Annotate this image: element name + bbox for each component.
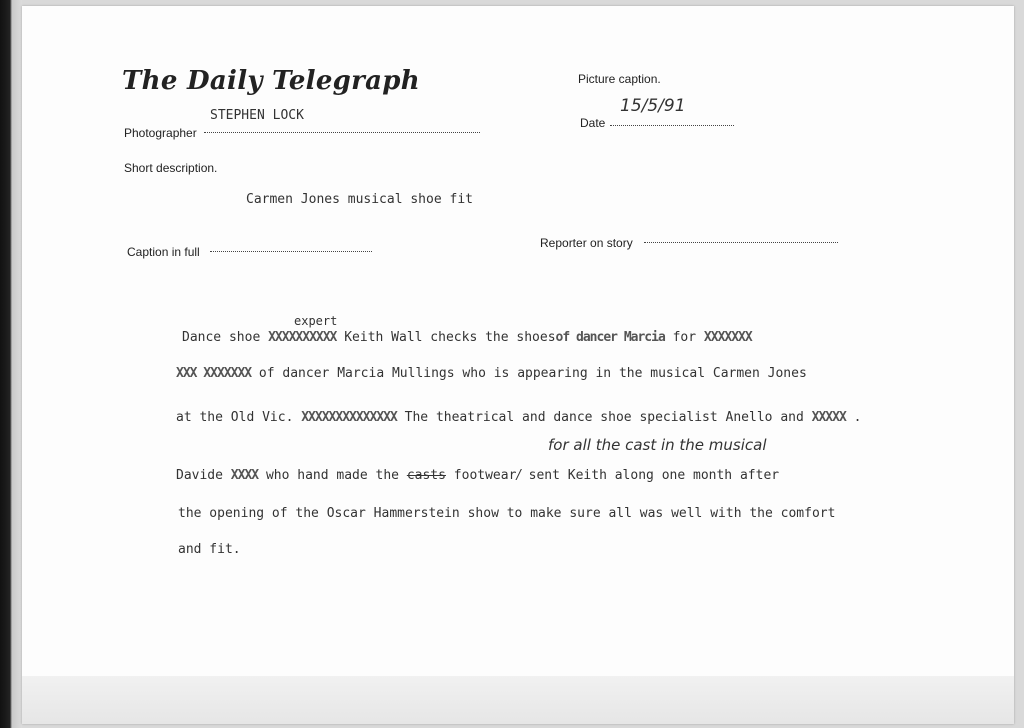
caption-text: of dancer Marcia Mullings who is appearing in the musical Carmen Jones xyxy=(258,366,807,381)
date-label: Date xyxy=(580,116,606,130)
caption-text: at the Old Vic. xyxy=(176,410,294,425)
photographer-name: STEPHEN LOCK xyxy=(210,108,304,123)
paper-bottom-strip xyxy=(22,676,1014,724)
caption-text: Davide xyxy=(176,468,223,483)
inserted-word-expert: expert xyxy=(294,314,338,328)
x-out-mark: XXX XXXXXXX xyxy=(176,366,252,381)
caption-line-3 xyxy=(176,410,861,425)
x-out-mark: of dancer Marcia xyxy=(555,330,665,345)
caption-in-full-line xyxy=(210,250,372,252)
reporter-line xyxy=(644,241,838,243)
picture-caption-label: Picture caption. xyxy=(578,72,661,86)
short-description: Carmen Jones musical shoe fit xyxy=(246,192,473,207)
struck-word: casts xyxy=(406,468,446,483)
short-description-label: Short description. xyxy=(124,161,218,175)
x-out-mark: XXXXXXX xyxy=(703,330,752,345)
caption-text: The theatrical and dance shoe specialist Anello and xyxy=(404,410,804,425)
caption-line-4 xyxy=(176,468,779,483)
caption-line-1 xyxy=(182,330,752,345)
caption-text: . xyxy=(853,410,862,425)
masthead-logo: The Daily Telegraph xyxy=(122,66,420,96)
x-out-mark: XXXX xyxy=(230,468,259,483)
caption-in-full-label: Caption in full xyxy=(127,245,200,259)
caption-text: who hand made the xyxy=(265,468,399,483)
date-value: 15/5/91 xyxy=(620,96,686,116)
x-out-mark: XXXXXXXXXX xyxy=(268,330,337,345)
scanner-edge xyxy=(0,0,22,728)
x-out-mark: XXXXX xyxy=(811,410,846,425)
caption-text: sent Keith along one month after xyxy=(528,468,780,483)
caption-line-2 xyxy=(176,366,807,381)
caption-text: for xyxy=(672,330,697,345)
caption-text: Dance shoe xyxy=(182,330,261,345)
handwritten-insert-cast: for all the cast in the musical xyxy=(548,436,767,454)
insertion-caret: / xyxy=(516,468,521,483)
date-line xyxy=(610,124,734,126)
caption-line-6: and fit. xyxy=(178,542,241,557)
caption-text: Keith Wall checks the shoes xyxy=(344,330,556,345)
caption-form-sheet xyxy=(22,6,1014,724)
reporter-label: Reporter on story xyxy=(540,236,633,250)
caption-text: footwear xyxy=(453,468,517,483)
x-out-mark: XXXXXXXXXXXXXX xyxy=(301,410,397,425)
photographer-line xyxy=(204,131,480,133)
photographer-label: Photographer xyxy=(124,126,197,140)
caption-line-5: the opening of the Oscar Hammerstein show to make sure all was well with the comfort xyxy=(178,506,836,521)
